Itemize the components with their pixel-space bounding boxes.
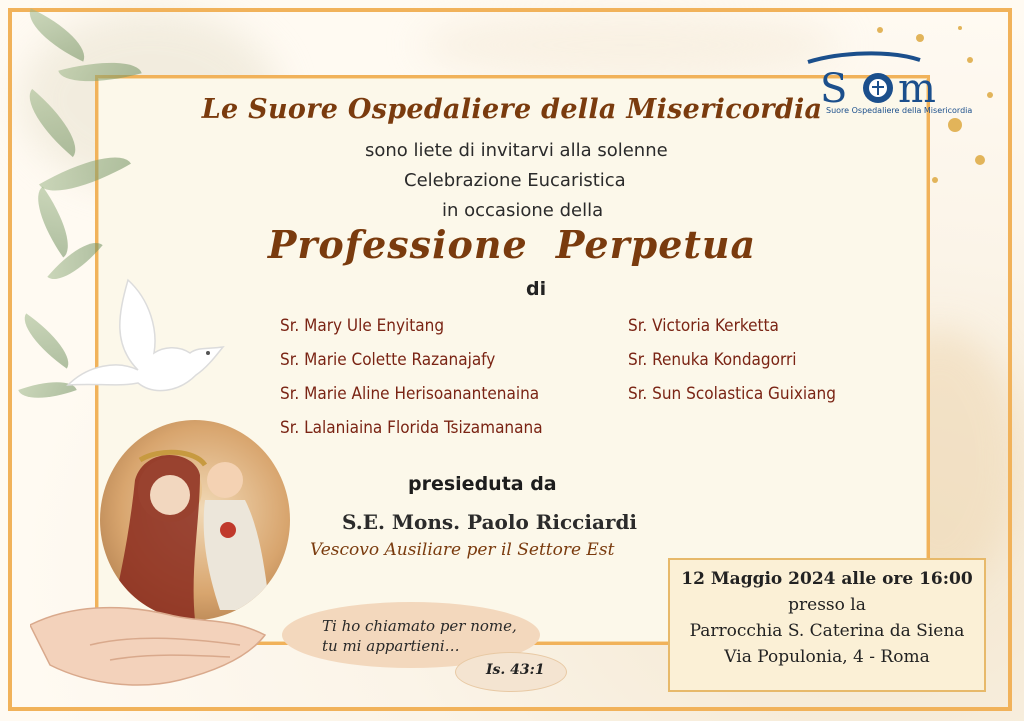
sister-name: Sr. Marie Colette Razanajafy <box>280 350 496 370</box>
di-label: di <box>526 278 547 300</box>
sister-name: Sr. Renuka Kondagorri <box>628 350 797 370</box>
presided-label: presieduta da <box>408 473 557 495</box>
quote-line-2: tu mi appartieni… <box>322 637 460 655</box>
quote-text <box>322 616 517 656</box>
sister-name: Sr. Lalaniaina Florida Tsizamanana <box>280 418 543 438</box>
sister-name: Sr. Victoria Kerketta <box>628 316 779 336</box>
invitation-line-3: in occasione della <box>442 200 604 221</box>
bishop-name: S.E. Mons. Paolo Ricciardi <box>342 510 638 534</box>
svg-text:m: m <box>898 66 936 112</box>
invitation-title: Le Suore Ospedaliere della Misericordia <box>201 94 823 125</box>
invitation-line-2: Celebrazione Eucaristica <box>404 170 626 191</box>
event-parish: Parrocchia S. Caterina da Siena <box>689 621 965 641</box>
svg-text:S: S <box>820 66 848 112</box>
bishop-role: Vescovo Ausiliare per il Settore Est <box>310 540 615 560</box>
sister-name: Sr. Marie Aline Herisoanantenaina <box>280 384 540 404</box>
logo-caption: Suore Ospedaliere della Misericordia <box>826 106 973 115</box>
event-info-box <box>668 558 986 692</box>
invitation-line-1: sono liete di invitarvi alla solenne <box>365 140 668 161</box>
dove-icon <box>58 275 228 435</box>
sister-name: Sr. Mary Ule Enyitang <box>280 316 445 336</box>
sister-name: Sr. Sun Scolastica Guixiang <box>628 384 836 404</box>
occasion-title: Professione Perpetua <box>267 222 757 267</box>
event-address: Via Populonia, 4 - Roma <box>724 647 930 667</box>
quote-line-1: Ti ho chiamato per nome, <box>322 617 517 635</box>
open-hands-image <box>30 575 270 695</box>
event-date: 12 Maggio 2024 alle ore 16:00 <box>681 569 973 589</box>
quote-reference: Is. 43:1 <box>486 662 545 678</box>
event-presso: presso la <box>788 595 866 615</box>
